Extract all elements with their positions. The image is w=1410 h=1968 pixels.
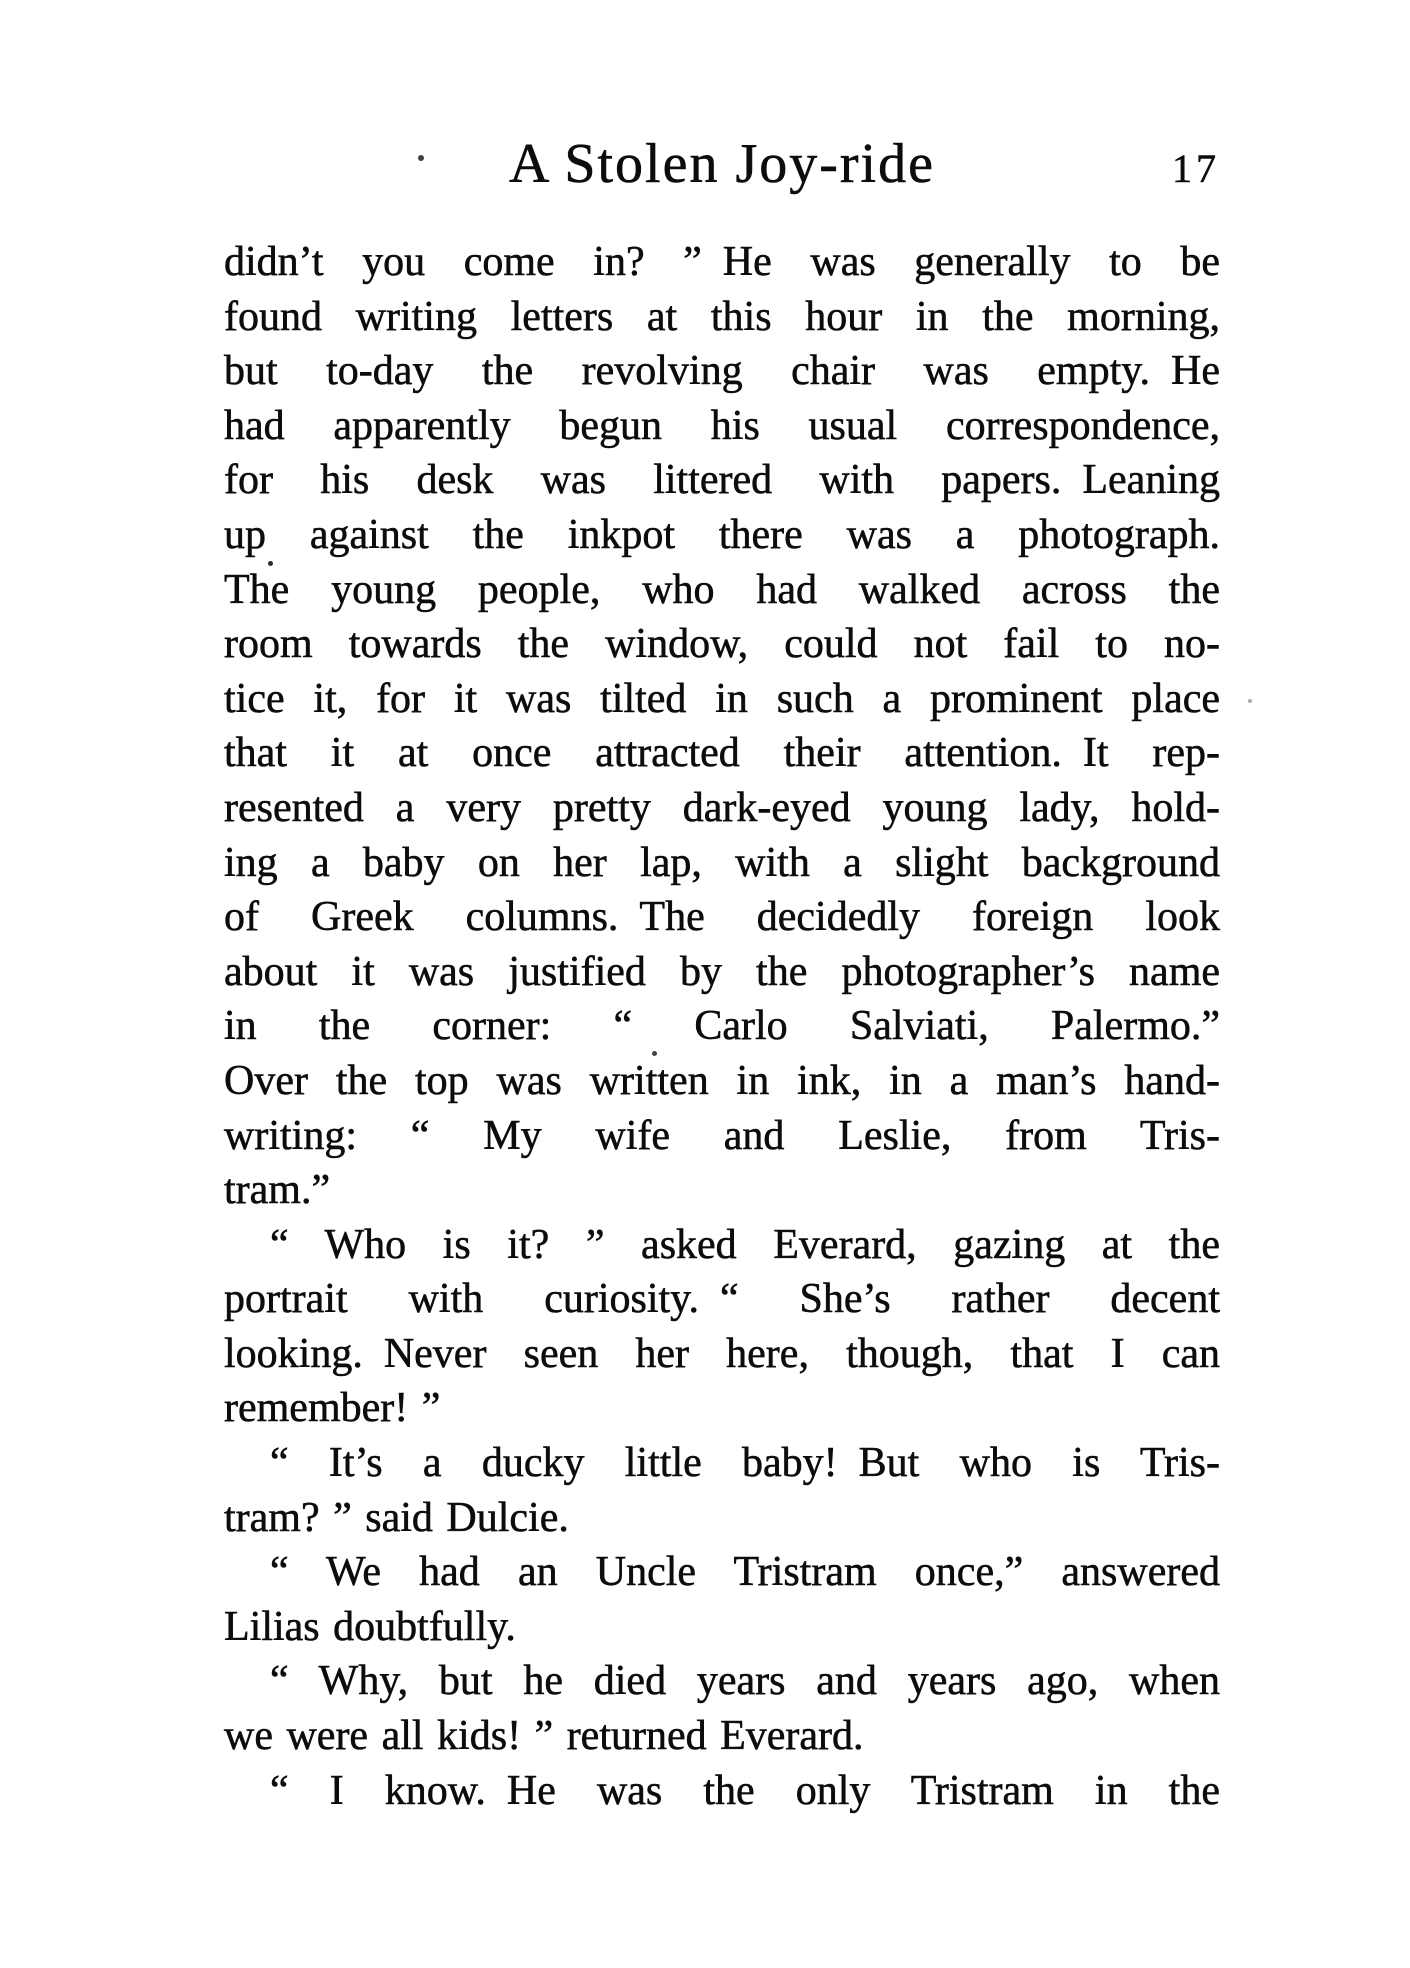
text-line-12: ing a baby on her lap, with a slight background [224,839,1220,886]
text-line-13: of Greek columns. The decidedly foreign look [224,894,1220,941]
text-line-25: “ We had an Uncle Tristram once,” answered [270,1549,1220,1596]
text-line-1: didn’t you come in? ” He was generally to be [224,239,1220,285]
text-line-20: portrait with curiosity. “ She’s rather decent [224,1276,1220,1323]
text-line-26: Lilias doubtfully. [224,1603,516,1650]
scan-speck-1 [418,155,424,161]
text-line-23: “ It’s a ducky little baby! But who is Tris- [270,1440,1220,1487]
text-line-16: Over the top was written in ink, in a man’s hand- [224,1057,1220,1104]
text-line-14: about it was justified by the photographer’s name [224,948,1220,995]
text-line-24: tram? ” said Dulcie. [224,1494,569,1541]
running-title: A Stolen Joy-ride [509,133,935,195]
scan-speck-4 [1248,699,1252,703]
page-number: 17 [1172,146,1220,191]
text-line-21: looking. Never seen her here, though, that I can [224,1330,1220,1377]
text-line-10: that it at once attracted their attention. It rep- [224,730,1220,777]
text-line-17: writing: “ My wife and Leslie, from Tris- [224,1112,1220,1159]
text-line-18: tram.” [224,1167,331,1214]
text-line-3: but to-day the revolving chair was empty. He [224,348,1220,395]
text-line-28: we were all kids! ” returned Everard. [224,1713,864,1760]
text-line-5: for his desk was littered with papers. Leaning [224,457,1220,504]
text-line-22: remember! ” [224,1385,441,1432]
text-line-7: The young people, who had walked across the [224,566,1220,613]
text-line-11: resented a very pretty dark-eyed young lady, hold- [224,784,1220,831]
text-line-4: had apparently begun his usual correspondence, [224,402,1220,449]
text-line-6: up against the inkpot there was a photograph. [224,511,1220,558]
text-line-19: “ Who is it? ” asked Everard, gazing at the [270,1221,1220,1268]
text-line-9: tice it, for it was tilted in such a prominent place [224,675,1220,722]
text-line-15: in the corner: “ Carlo Salviati, Palermo.” [224,1003,1220,1050]
scan-speck-3 [652,1051,657,1056]
text-line-27: “ Why, but he died years and years ago, when [270,1658,1220,1705]
text-line-2: found writing letters at this hour in the morning, [224,293,1220,340]
text-line-8: room towards the window, could not fail to no- [224,621,1220,668]
text-block [224,235,1220,1818]
text-line-29: “ I know. He was the only Tristram in the [270,1767,1220,1814]
scan-speck-2 [268,561,273,566]
